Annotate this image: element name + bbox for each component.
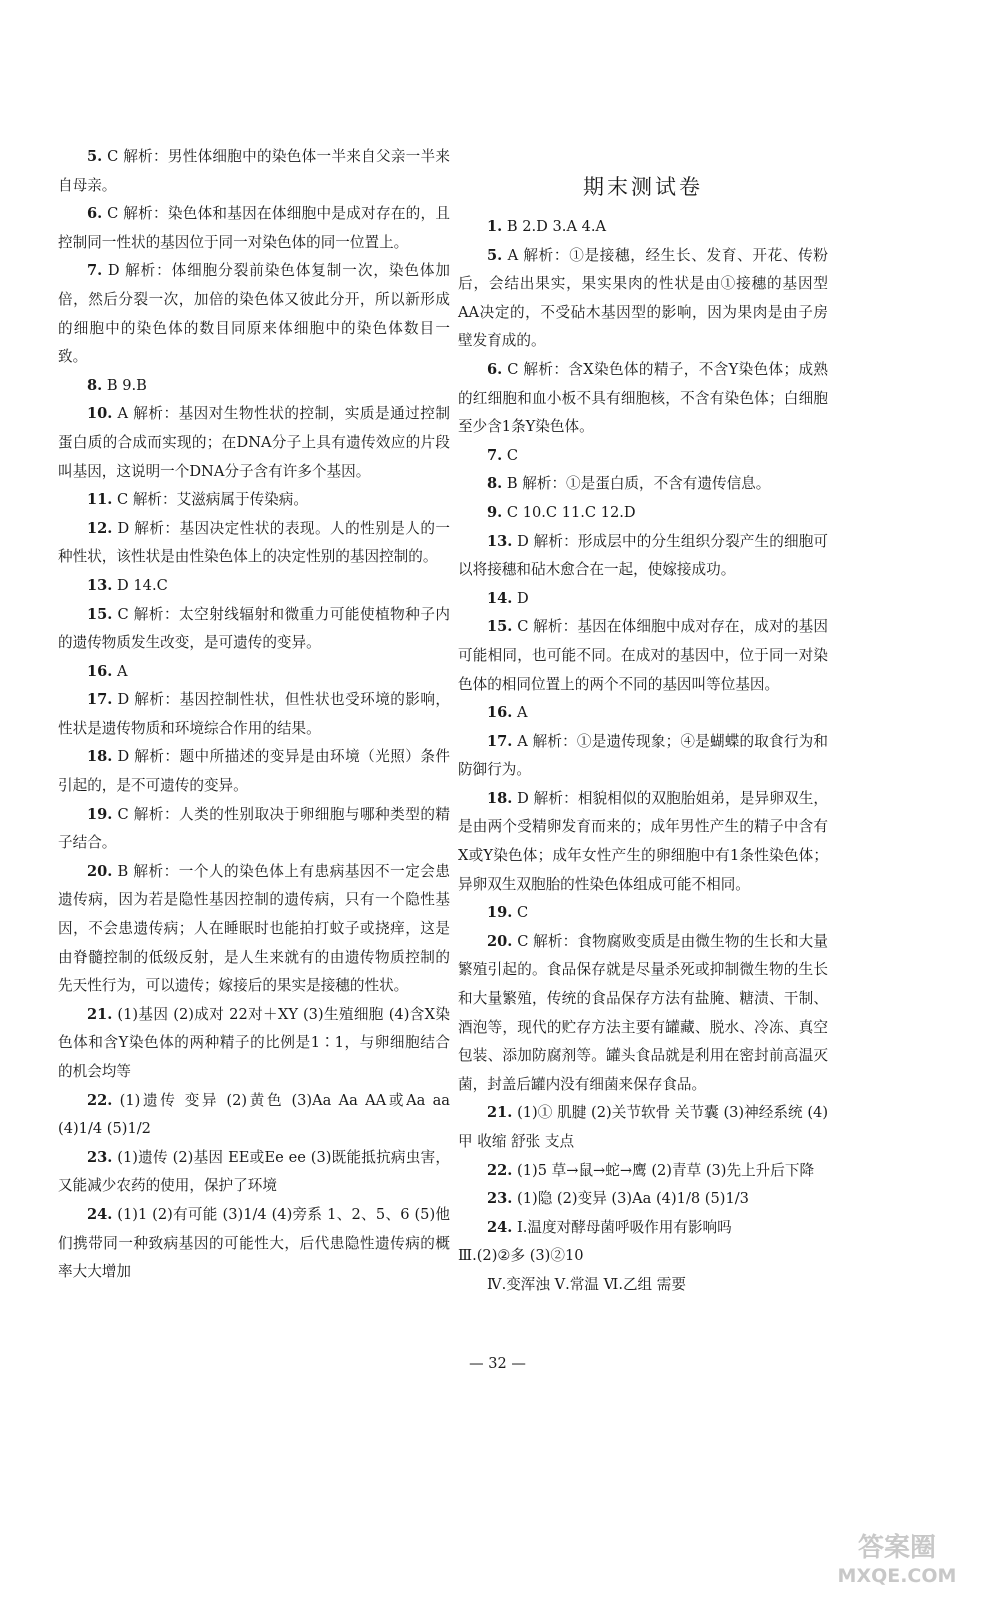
answer-number: 11. — [87, 491, 113, 509]
answer-number: 17. — [87, 691, 113, 709]
answer-number: 23. — [87, 1148, 113, 1166]
answer-number: 19. — [87, 805, 113, 823]
answer-item — [58, 1144, 450, 1201]
answer-text: D 解析：题中所描述的变异是由环境（光照）条件引起的，是不可遗传的变异。 — [58, 748, 451, 795]
answer-item — [458, 928, 828, 1100]
answer-item — [458, 528, 828, 585]
answer-text: Ⅰ.温度对酵母菌呼吸作用有影响吗 — [517, 1218, 732, 1236]
answer-number: 12. — [87, 519, 113, 537]
answer-text: D — [517, 589, 529, 607]
answer-item — [458, 499, 828, 528]
answer-text: (1)遗传 (2)基因 EE或Ee ee (3)既能抵抗病虫害，又能减少农药的使用，保护了环境 — [58, 1148, 450, 1195]
answer-text: D 解析：体细胞分裂前染色体复制一次，染色体加倍，然后分裂一次，加倍的染色体又彼此分开，所以新形成的细胞中的染色体的数目同原来体细胞中的染色体数目一致。 — [58, 262, 450, 366]
answer-text: (1)遗传 变异 (2)黄色 (3)Aa Aa AA或Aa aa (4)1/4 (5)1/2 — [58, 1091, 450, 1138]
answer-number: 10. — [87, 405, 113, 423]
answer-text: D 解析：基因决定性状的表现。人的性别是人的一种性状，该性状是由性染色体上的决定性别的基因控制的。 — [58, 519, 451, 566]
answer-item — [458, 699, 828, 728]
answer-item — [458, 356, 828, 442]
answer-number: 8. — [87, 376, 103, 394]
answer-number: 5. — [87, 148, 103, 165]
answer-item — [58, 743, 450, 800]
answer-item — [58, 1001, 450, 1087]
answer-text: C 解析：含X染色体的精子，不含Y染色体；成熟的红细胞和血小板不具有细胞核，不含有染色体；白细胞至少含1条Y染色体。 — [458, 360, 828, 436]
answer-text: C 解析：染色体和基因在体细胞中是成对存在的，且控制同一性状的基因位于同一对染色体的同一位置上。 — [58, 205, 451, 251]
answer-text: B 解析：①是蛋白质，不含有遗传信息。 — [506, 475, 771, 493]
answer-item — [458, 899, 828, 928]
answer-item — [458, 242, 828, 356]
answer-number: 8. — [487, 475, 503, 493]
answer-text: C 解析：基因在体细胞中成对存在，成对的基因可能相同，也可能不同。在成对的基因中，位于同一对染色体的相同位置上的两个不同的基因叫等位基因。 — [458, 618, 828, 693]
answer-number: 23. — [487, 1190, 513, 1208]
answer-number: 6. — [487, 360, 503, 378]
answer-text: (1)5 草→鼠→蛇→鹰 (2)青草 (3)先上升后下降 — [517, 1161, 815, 1179]
answer-item — [458, 1214, 828, 1243]
answer-text: C — [506, 446, 519, 464]
answer-text: A — [117, 662, 128, 680]
answer-number: 15. — [87, 605, 113, 623]
answer-item — [458, 442, 828, 471]
answer-text: D 14.C — [117, 576, 168, 594]
answer-item — [58, 658, 450, 687]
answer-text: D 解析：基因控制性状，但性状也受环境的影响，性状是遗传物质和环境综合作用的结果。 — [58, 691, 451, 737]
answer-item — [458, 1185, 828, 1214]
answer-text: C 10.C 11.C 12.D — [506, 503, 636, 521]
answer-text: A 解析：基因对生物性状的控制，实质是通过控制蛋白质的合成而实现的；在DNA分子上具有遗传效应的片段叫基因，这说明一个DNA分子含有许多个基因。 — [58, 405, 450, 480]
answer-number: 1. — [487, 218, 503, 235]
answer-number: 18. — [487, 789, 513, 807]
answer-item — [458, 470, 828, 499]
answer-item — [58, 372, 450, 401]
answer-text: (1)基因 (2)成对 22对＋XY (3)生殖细胞 (4)含X染色体和含Y染色体的两种精子的比例是1∶1，与卵细胞结合的机会均等 — [58, 1005, 451, 1080]
answer-item — [58, 601, 450, 658]
answer-text: C — [517, 904, 529, 922]
answer-text: C 解析：艾滋病属于传染病。 — [117, 491, 308, 509]
answer-number: 7. — [87, 262, 103, 280]
answer-number: 22. — [487, 1161, 513, 1179]
page-number: — 32 — — [469, 1356, 526, 1372]
answer-number: 24. — [87, 1205, 113, 1223]
answer-item — [58, 572, 450, 601]
answer-item — [58, 486, 450, 515]
answer-number: 6. — [87, 205, 103, 223]
answer-item — [58, 400, 450, 486]
answer-number: 24. — [487, 1218, 513, 1236]
answer-text: B 2.D 3.A 4.A — [506, 218, 607, 235]
answer-number: 14. — [487, 589, 513, 607]
answer-number: 19. — [487, 904, 513, 922]
answer-number: 20. — [87, 862, 113, 880]
answer-item — [458, 1099, 828, 1156]
answer-number: 7. — [487, 446, 503, 464]
answer-item — [458, 1271, 828, 1300]
answer-item — [458, 613, 828, 699]
answer-number: 5. — [487, 246, 503, 264]
answer-number: 21. — [487, 1104, 513, 1122]
answer-text: C 解析：食物腐败变质是由微生物的生长和大量繁殖引起的。食品保存就是尽量杀死或抑制微生物的生长和大量繁殖，传统的食品保存方法有盐腌、糖渍、干制、酒泡等，现代的贮存方法主要有罐藏、脱水、冷冻、真空包装、添加防腐剂等。罐头食品就是利用在密封前高温灭菌，封盖后罐内没有细菌来保存食品。 — [458, 932, 828, 1093]
right-column — [458, 143, 828, 1300]
answer-item — [58, 515, 450, 572]
answer-text: D 解析：相貌相似的双胞胎姐弟，是异卵双生，是由两个受精卵发育而来的；成年男性产生的精子中含有X或Y染色体；成年女性产生的卵细胞中有1条性染色体；异卵双生双胞胎的性染色体组成可能不相同。 — [458, 789, 829, 893]
answer-number: 9. — [487, 503, 503, 521]
answer-item — [58, 686, 450, 743]
answer-number: 16. — [487, 704, 513, 722]
answer-number: 22. — [87, 1091, 113, 1109]
answer-item — [58, 1087, 450, 1144]
answer-text: A 解析：①是接穗，经生长、发育、开花、传粉后，会结出果实，果实果肉的性状是由①接穗的基因型AA决定的，不受砧木基因型的影响，因为果肉是由子房壁发育成的。 — [458, 246, 828, 350]
answer-item — [58, 801, 450, 858]
answer-text: (1)1 (2)有可能 (3)1/4 (4)旁系 1、2、5、6 (5)他们携带同一种致病基因的可能性大，后代患隐性遗传病的概率大大增加 — [58, 1205, 451, 1281]
answer-item — [458, 1242, 828, 1271]
answer-text: A — [517, 704, 528, 722]
answer-text: Ⅲ.(2)②多 (3)②10 — [458, 1247, 584, 1265]
answer-item — [458, 213, 828, 242]
answer-number: 13. — [487, 532, 513, 550]
watermark-line2: MXQE.COM — [837, 1565, 957, 1587]
answer-text: C 解析：男性体细胞中的染色体一半来自父亲一半来自母亲。 — [58, 148, 451, 194]
answer-text: C 解析：太空射线辐射和微重力可能使植物种子内的遗传物质发生改变，是可遗传的变异。 — [58, 605, 450, 652]
answer-text: (1)① 肌腱 (2)关节软骨 关节囊 (3)神经系统 (4)甲 收缩 舒张 支点 — [458, 1104, 829, 1150]
answer-item — [458, 1157, 828, 1186]
answer-item — [458, 585, 828, 614]
answer-number: 20. — [487, 932, 513, 950]
answer-text: (1)隐 (2)变异 (3)Aa (4)1/8 (5)1/3 — [517, 1190, 749, 1208]
watermark-line1: 答案圈 — [857, 1533, 937, 1563]
answer-text: Ⅳ.变浑浊 Ⅴ.常温 Ⅵ.乙组 需要 — [487, 1275, 686, 1293]
answer-text: B 9.B — [106, 376, 147, 394]
answer-number: 15. — [487, 618, 513, 636]
answer-text: C 解析：人类的性别取决于卵细胞与哪种类型的精子结合。 — [58, 805, 450, 852]
answer-number: 17. — [487, 732, 513, 750]
answer-item — [458, 728, 828, 785]
answer-number: 13. — [87, 576, 113, 594]
answer-item — [58, 858, 450, 1001]
answer-item — [58, 257, 450, 371]
right-answer-list — [458, 213, 828, 1300]
answer-text: A 解析：①是遗传现象；④是蝴蝶的取食行为和防御行为。 — [458, 732, 828, 779]
answer-text: B 解析：一个人的染色体上有患病基因不一定会患遗传病，因为若是隐性基因控制的遗传病，只有一个隐性基因，不会患遗传病；人在睡眠时也能拍打蚊子或挠痒，这是由脊髓控制的低级反射，是人生来就有的由遗传物质控制的先天性行为，可以遗传；嫁接后的果实是接穗的性状。 — [58, 862, 451, 995]
answer-item — [58, 200, 450, 257]
answer-number: 16. — [87, 662, 113, 680]
answer-text: D 解析：形成层中的分生组织分裂产生的细胞可以将接穗和砧木愈合在一起，使嫁接成功。 — [458, 532, 829, 579]
answer-item — [58, 143, 450, 200]
answer-number: 18. — [87, 748, 113, 766]
watermark-logo — [817, 1526, 977, 1590]
section-title: 期末测试卷 — [583, 175, 703, 199]
answer-item — [58, 1201, 450, 1287]
answer-item — [458, 785, 828, 899]
answer-number: 21. — [87, 1005, 113, 1023]
left-column — [58, 143, 450, 1287]
